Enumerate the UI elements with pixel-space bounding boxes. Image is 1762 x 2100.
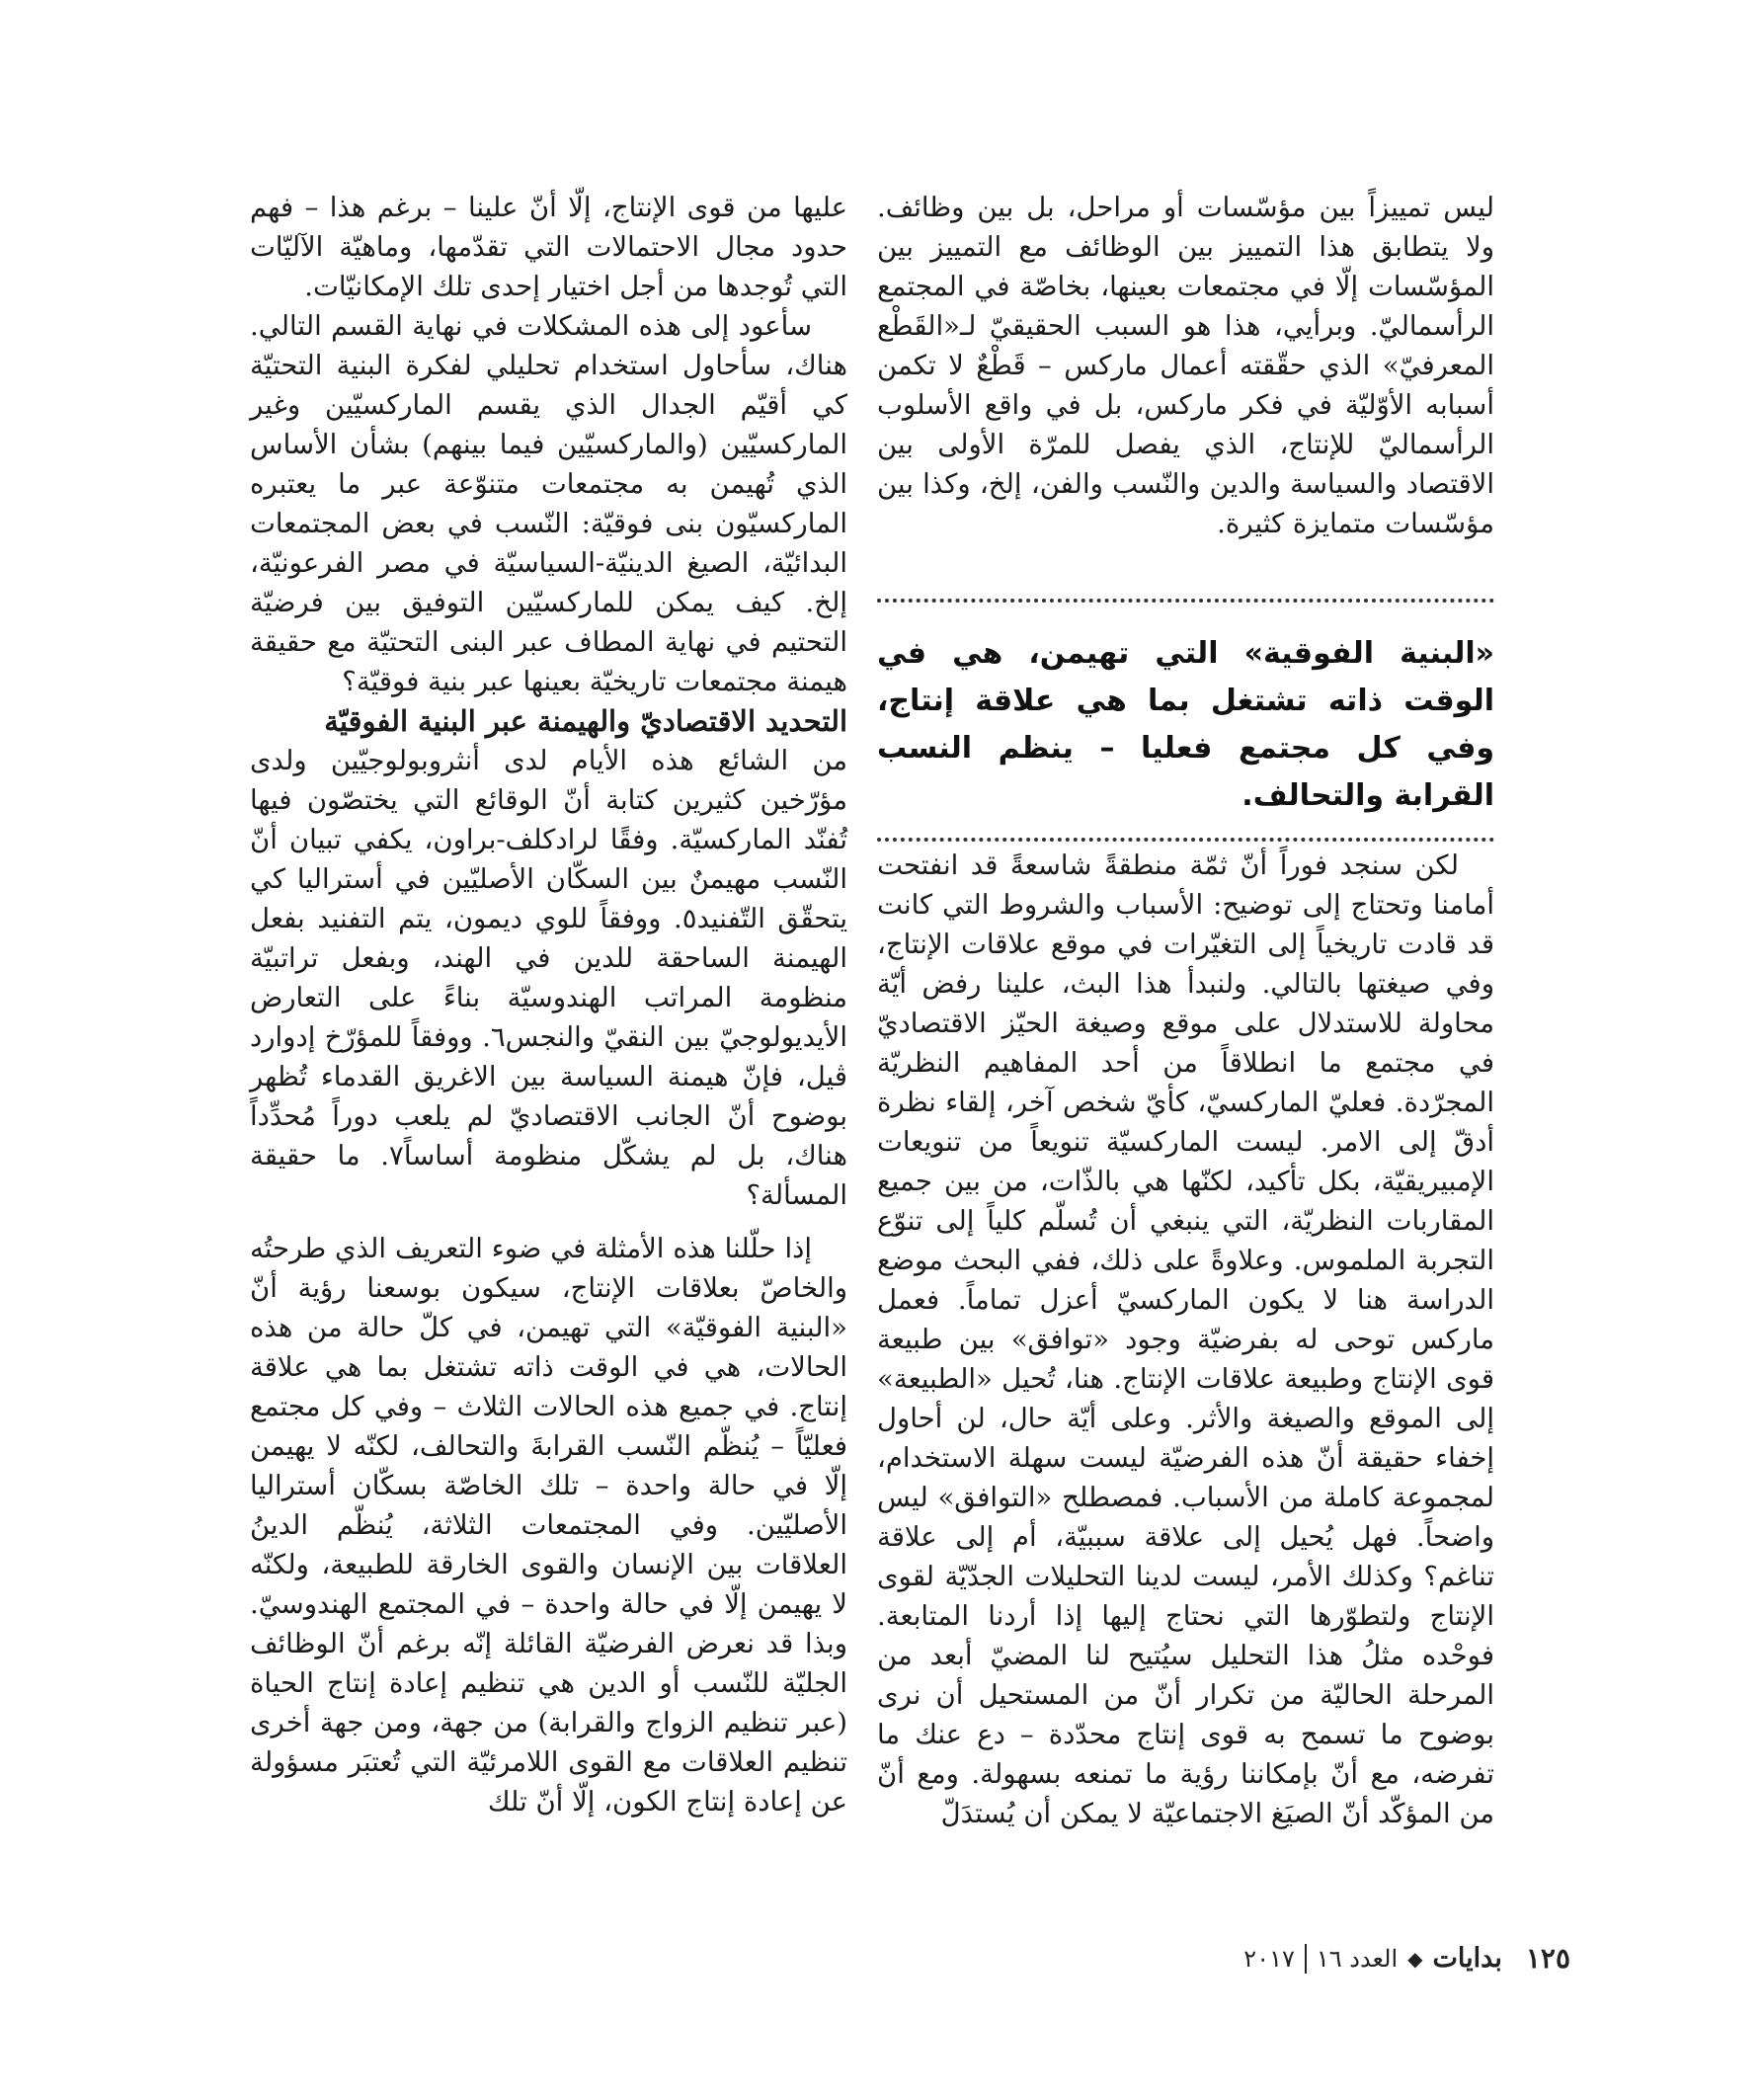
paragraph: سأعود إلى هذه المشكلات في نهاية القسم التالي. هناك، سأحاول استخدام تحليلي لفكرة البنية التحتيّة كي أقيّم الجدال الذي يقسم الماركسيّين وغير الماركسيّين (والماركسيّين فيما بينهم) بشأن الأساس الذي تُهيمن به مجتمعات متنوّعة عبر ما يعتبره الماركسيّون بنى فوقيّة: النّسب في بعض المجتمعات البدائيّة، الصيغ الدينيّة-السياسيّة في مصر الفرعونيّة، إلخ. كيف يمكن للماركسيّين التوفيق بين فرضيّة التحتيم في نهاية المطاف عبر البنى التحتيّة مع حقيقة هيمنة مجتمعات تاريخيّة بعينها عبر بنية فوقيّة؟ [250,310,847,697]
page-footer [1136,1942,1570,1975]
right-column-bottom [877,846,1494,1833]
paragraph: من الشائع هذه الأيام لدى أنثروبولوجيّين ولدى مؤرّخين كثيرين كتابة أنّ الوقائع التي يختصّون فيها تُفنّد الماركسيّة. وفقًا لرادكلف-براون، يكفي تبيان أنّ النّسب مهيمنٌ بين السكّان الأصليّين في أستراليا كي يتحقّق التّفنيد٥. ووفقاً للوي ديمون، يتم التفنيد بفعل الهيمنة الساحقة للدين في الهند، وبفعل تراتبيّة منظومة المراتب الهندوسيّة بناءً على التعارض الأيديولوجيّ بين النقيّ والنجس٦. ووفقاً للمؤرّخ إدوارد ڤيل، فإنّ هيمنة السياسة بين الاغريق القدماء تُظهر بوضوح أنّ الجانب الاقتصاديّ لم يلعب دوراً مُحدِّداً هناك، بل لم يشكّل منظومة أساساً٧. ما حقيقة المسألة؟ [250,745,847,1211]
pull-quote [877,599,1494,842]
pull-quote-text: «البنية الفوقية» التي تهيمن، هي في الوقت ذاته تشتغل بما هي علاقة إنتاج، وفي كل مجتمع فعليا – ينظم النسب القرابة والتحالف. [877,636,1494,813]
paragraph: ليس تمييزاً بين مؤسّسات أو مراحل، بل بين وظائف. ولا يتطابق هذا التمييز بين الوظائف مع التمييز بين المؤسّسات إلّا في مجتمعات بعينها، بخاصّة في المجتمع الرأسماليّ. وبرأيي، هذا هو السبب الحقيقيّ لـ«القَطْع المعرفيّ» الذي حقّقته أعمال ماركس – قَطْعٌ لا تكمن أسبابه الأوّليّة في فكر ماركس، بل في واقع الأسلوب الرأسماليّ للإنتاج، الذي يفصل للمرّة الأولى بين الاقتصاد والسياسة والدين والنّسب والفن، إلخ، وكذا بين مؤسّسات متمايزة كثيرة. [877,192,1494,539]
paragraph: إذا حلّلنا هذه الأمثلة في ضوء التعريف الذي طرحتُه والخاصّ بعلاقات الإنتاج، سيكون بوسعنا رؤية أنّ «البنية الفوقيّة» التي تهيمن، في كلّ حالة من هذه الحالات، هي في الوقت ذاته تشتغل بما هي علاقة إنتاج. في جميع هذه الحالات الثلاث – وفي كل مجتمع فعليّاً – يُنظّم النّسب القرابةَ والتحالف، لكنّه لا يهيمن إلّا في حالة واحدة – تلك الخاصّة بسكّان أستراليا الأصليّين. وفي المجتمعات الثلاثة، يُنظّم الدينُ العلاقات بين الإنسان والقوى الخارقة للطبيعة، ولكنّه لا يهيمن إلّا في حالة واحدة – في المجتمع الهندوسيّ. وبذا قد نعرض الفرضيّة القائلة إنّه برغم أنّ الوظائف الجليّة للنّسب أو الدين هي تنظيم إعادة إنتاج الحياة (عبر تنظيم الزواج والقرابة) من جهة، ومن جهة أخرى تنظيم العلاقات مع القوى اللامرئيّة التي تُعتبَر مسؤولة عن إعادة إنتاج الكون، إلّا أنّ تلك [250,1233,847,1817]
pull-quote-bottom-rule [877,838,1494,842]
magazine-name: بدايات [1432,1943,1502,1974]
left-column [250,188,847,1821]
page-number: ١٢٥ [1525,1942,1570,1975]
issue-label: العدد ١٦ [1316,1944,1399,1973]
paragraph: عليها من قوى الإنتاج، إلّا أنّ علينا – برغم هذا – فهم حدود مجال الاحتمالات التي تقدّمها، وماهيّة الآليّات التي تُوجدها من أجل اختيار إحدى تلك الإمكانيّات. [250,192,847,302]
right-column-top [877,188,1494,543]
paragraph: لكن سنجد فوراً أنّ ثمّة منطقةً شاسعةً قد انفتحت أمامنا وتحتاج إلى توضيح: الأسباب والشروط التي كانت قد قادت تاريخياً إلى التغيّرات في موقع علاقات الإنتاج، وفي صيغتها بالتالي. ولنبدأ هذا البث، علينا رفض أيّة محاولة للاستدلال على موقع وصيغة الحيّز الاقتصاديّ في مجتمع ما انطلاقاً من أحد المفاهيم النظريّة المجرّدة. فعليّ الماركسيّ، كأيّ شخص آخر، إلقاء نظرة أدقّ إلى الامر. ليست الماركسيّة تنويعاً من تنويعات الإمبيريقيّة، بكل تأكيد، لكنّها هي بالذّات، من بين جميع المقاربات النظريّة، التي ينبغي أن تُسلّم كلياً إلى تنوّع التجربة الملموس. وعلاوةً على ذلك، ففي البحث موضع الدراسة هنا لا يكون الماركسيّ أعزل تماماً. فعمل ماركس توحى له بفرضيّة وجود «توافق» بين طبيعة قوى الإنتاج وطبيعة علاقات الإنتاج. هنا، تُحيل «الطبيعة» إلى الموقع والصيغة والأثر. وعلى أيّة حال، لن أحاول إخفاء حقيقة أنّ هذه الفرضيّة ليست سهلة الاستخدام، لمجموعة كاملة من الأسباب. فمصطلح «التوافق» ليس واضحاً. فهل يُحيل إلى علاقة سببيّة، أم إلى علاقة تناغم؟ وكذلك الأمر، ليست لدينا التحليلات الجدّيّة لقوى الإنتاج ولتطوّرها التي نحتاج إليها إذا أردنا المتابعة. فوحْده مثلُ هذا التحليل سيُتيح لنا المضيّ أبعد من المرحلة الحاليّة من تكرار أنّ من المستحيل أن نرى بوضوح ما تسمح به قوى إنتاج محدّدة – دع عنك ما تفرضه، مع أنّ بإمكاننا رؤية ما تمنعه بسهولة. ومع أنّ من المؤكّد أنّ الصيَغ الاجتماعيّة لا يمكن أن يُستدَلّ [877,849,1494,1829]
diamond-icon: ◆ [1407,1946,1423,1971]
section-heading: التحديد الاقتصاديّ والهيمنة عبر البنية الفوقيّة [324,704,847,738]
issue-year: ٢٠١٧ [1243,1944,1295,1973]
footer-separator [1305,1944,1307,1974]
